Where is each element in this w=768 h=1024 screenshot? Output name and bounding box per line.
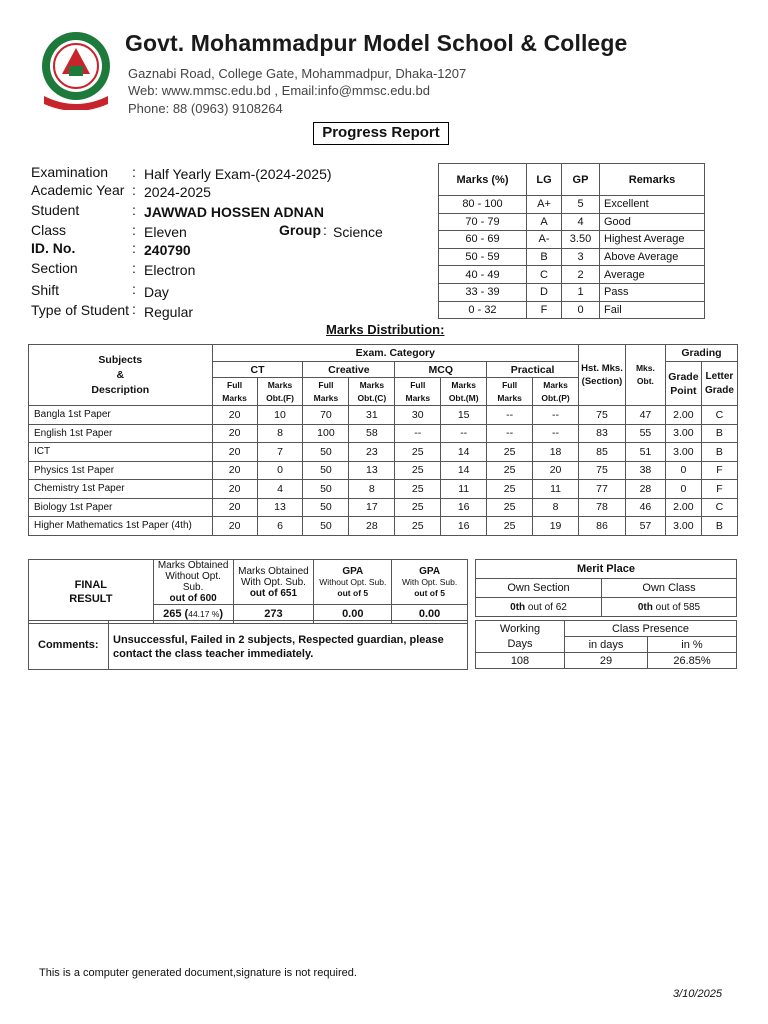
marks-cell: F — [701, 461, 737, 480]
marks-cell: 16 — [441, 498, 487, 517]
final-result-table — [28, 559, 468, 624]
class-presence-title: Class Presence — [565, 621, 737, 637]
merit-class-value — [602, 598, 737, 617]
marks-cell: 86 — [579, 517, 626, 536]
merit-class-label: Own Class — [602, 579, 737, 598]
marks-cell: 14 — [441, 443, 487, 462]
grade-header-remarks: Remarks — [600, 164, 705, 196]
grade-point: 4 — [562, 213, 600, 231]
grade-remark: Highest Average — [600, 231, 705, 249]
header-exam-category: Exam. Category — [212, 345, 578, 362]
school-name: Govt. Mohammadpur Model School & College — [125, 30, 628, 56]
merit-class-pos: 0th — [637, 601, 653, 613]
school-logo-icon — [38, 30, 114, 110]
marks-cell: 13 — [349, 461, 395, 480]
marks-cell: 100 — [303, 424, 349, 443]
marks-row — [29, 461, 738, 480]
header-grade-point — [665, 362, 701, 406]
header-mks-obt — [625, 345, 665, 406]
marks-cell: 25 — [395, 480, 441, 499]
final-header-line: GPA — [342, 565, 364, 577]
comments-label: Comments: — [29, 621, 109, 669]
student-label: Student — [31, 202, 80, 218]
header-gp-line: Grade — [668, 370, 699, 383]
grade-letter: A — [527, 213, 562, 231]
final-header-line: out of 5 — [337, 587, 369, 598]
final-header-line: Marks Obtained — [157, 560, 229, 571]
header-subjects-line: Subjects — [98, 353, 143, 366]
marks-cell: 11 — [441, 480, 487, 499]
marks-cell: 50 — [303, 498, 349, 517]
header-creative: Creative — [303, 362, 395, 378]
class-presence-table — [475, 620, 737, 669]
marks-cell: 75 — [579, 461, 626, 480]
section-label: Section — [31, 260, 78, 276]
header-full-line: Full — [318, 379, 334, 390]
grade-header-gp: GP — [562, 164, 600, 196]
marks-cell: B — [701, 424, 737, 443]
marks-cell: 25 — [395, 517, 441, 536]
marks-cell: 20 — [212, 480, 257, 499]
marks-cell: 17 — [349, 498, 395, 517]
report-title: Progress Report — [313, 122, 449, 145]
header-mcq: MCQ — [395, 362, 487, 378]
school-address: Gaznabi Road, College Gate, Mohammadpur, Dhaka-1207 — [128, 66, 467, 81]
header-hst-line: (Section) — [581, 376, 623, 387]
grade-point: 5 — [562, 196, 600, 214]
header-full-line: Full — [227, 379, 243, 390]
marks-cell: 50 — [303, 517, 349, 536]
footer-note: This is a computer generated document,signature is not required. — [39, 967, 357, 979]
marks-cell: C — [701, 498, 737, 517]
marks-cell: 25 — [487, 480, 533, 499]
comments-text: Unsuccessful, Failed in 2 subjects, Respected guardian, please contact the class teacher immediately. — [113, 634, 444, 660]
marks-cell: 20 — [212, 461, 257, 480]
header-lg-line: Grade — [704, 384, 734, 396]
marks-cell: 51 — [625, 443, 665, 462]
colon: : — [132, 240, 136, 256]
header-full-line: Marks — [497, 392, 522, 403]
header-full-marks — [303, 378, 349, 406]
marks-row — [29, 406, 738, 425]
marks-cell: 78 — [579, 498, 626, 517]
marks-cell: 77 — [579, 480, 626, 499]
marks-cell: 2.00 — [665, 406, 701, 425]
subject-name: Higher Mathematics 1st Paper (4th) — [29, 517, 213, 536]
student-name: JAWWAD HOSSEN ADNAN — [144, 204, 324, 220]
marks-cell: 30 — [395, 406, 441, 425]
grade-scale-row — [439, 196, 705, 214]
colon: : — [132, 281, 136, 297]
grade-point: 3.50 — [562, 231, 600, 249]
marks-cell: 28 — [349, 517, 395, 536]
header-obt-line: Obt.(F) — [266, 392, 294, 403]
header-obt-line: Marks — [267, 379, 293, 390]
final-gpa-wo-value: 0.00 — [314, 605, 392, 624]
header-full-marks — [487, 378, 533, 406]
grade-letter: C — [527, 266, 562, 284]
header-full-line: Full — [502, 379, 518, 390]
marks-cell: F — [701, 480, 737, 499]
marks-cell: 38 — [625, 461, 665, 480]
grade-letter: F — [527, 301, 562, 319]
header-obt-line: Marks — [359, 379, 385, 390]
colon: : — [132, 164, 136, 180]
final-gpa-wo-header — [314, 560, 392, 605]
grade-scale-row — [439, 231, 705, 249]
marks-cell: 0 — [665, 480, 701, 499]
marks-cell: 10 — [257, 406, 303, 425]
subject-name: Bangla 1st Paper — [29, 406, 213, 425]
final-label-line: RESULT — [69, 592, 113, 605]
marks-cell: 23 — [349, 443, 395, 462]
marks-cell: 25 — [487, 498, 533, 517]
final-result-box — [28, 559, 468, 620]
marks-cell: 58 — [349, 424, 395, 443]
grade-point: 2 — [562, 266, 600, 284]
header-full-line: Marks — [313, 392, 339, 403]
class-label: Class — [31, 222, 67, 238]
header-full-marks — [395, 378, 441, 406]
header-obt-line: Marks — [451, 379, 476, 390]
header-practical: Practical — [487, 362, 579, 378]
id-value: 240790 — [144, 242, 191, 258]
marks-cell: -- — [533, 406, 579, 425]
id-label: ID. No. — [31, 240, 76, 256]
examination-label: Examination — [31, 164, 109, 180]
grade-scale-table — [438, 163, 705, 319]
working-days-value: 108 — [476, 653, 565, 669]
marks-cell: 20 — [212, 406, 257, 425]
header-full-line: Full — [410, 379, 426, 390]
header-grading: Grading — [665, 345, 737, 362]
colon: : — [132, 260, 136, 276]
subject-name: ICT — [29, 443, 213, 462]
header-marks-obt — [533, 378, 579, 406]
header-letter-grade — [701, 362, 737, 406]
grade-range: 40 - 49 — [439, 266, 527, 284]
marks-cell: 4 — [257, 480, 303, 499]
header-obt-line: Obt.(C) — [357, 392, 387, 403]
header-obt-line: Obt.(M) — [448, 392, 479, 403]
marks-cell: 13 — [257, 498, 303, 517]
marks-cell: 20 — [212, 517, 257, 536]
grade-letter: A+ — [527, 196, 562, 214]
grade-range: 33 - 39 — [439, 283, 527, 301]
grade-point: 1 — [562, 283, 600, 301]
final-header-line: Marks Obtained — [238, 565, 309, 577]
header-ct: CT — [212, 362, 303, 378]
marks-cell: 25 — [487, 517, 533, 536]
colon: : — [132, 182, 136, 198]
shift-label: Shift — [31, 282, 60, 298]
marks-row — [29, 424, 738, 443]
grade-range: 80 - 100 — [439, 196, 527, 214]
final-label-line: FINAL — [74, 578, 108, 591]
header-marks-obt — [257, 378, 303, 406]
marks-row — [29, 443, 738, 462]
working-days-label — [476, 621, 565, 653]
grade-scale-row — [439, 301, 705, 319]
grade-remark: Excellent — [600, 196, 705, 214]
final-wo-value: 265 (44.17 %) — [153, 605, 233, 624]
marks-row — [29, 480, 738, 499]
header-obt-line: Marks — [543, 379, 568, 390]
subject-name: English 1st Paper — [29, 424, 213, 443]
marks-cell: B — [701, 517, 737, 536]
marks-cell: 25 — [487, 443, 533, 462]
final-wo-percent: 44.17 % — [188, 608, 220, 619]
marks-cell: 15 — [441, 406, 487, 425]
marks-cell: B — [701, 443, 737, 462]
marks-row — [29, 498, 738, 517]
header-subjects-line: & — [116, 368, 125, 381]
working-days-line: Days — [507, 637, 533, 650]
final-header-line: Without Opt. Sub. — [319, 576, 387, 587]
presence-pct-value: 26.85% — [648, 653, 737, 669]
marks-cell: 3.00 — [665, 424, 701, 443]
marks-cell: 31 — [349, 406, 395, 425]
group-value: Science — [333, 224, 383, 240]
type-label: Type of Student — [31, 302, 130, 318]
merit-section-value — [476, 598, 602, 617]
marks-cell: 28 — [625, 480, 665, 499]
marks-cell: 0 — [257, 461, 303, 480]
final-header-line: GPA — [419, 565, 441, 577]
final-result-label — [29, 560, 154, 624]
presence-in-pct-label: in % — [648, 637, 737, 653]
marks-cell: 3.00 — [665, 443, 701, 462]
subject-name: Physics 1st Paper — [29, 461, 213, 480]
marks-distribution-title: Marks Distribution: — [326, 322, 445, 337]
marks-cell: 8 — [533, 498, 579, 517]
grade-letter: D — [527, 283, 562, 301]
group-label: Group — [279, 222, 321, 238]
grade-scale-row — [439, 248, 705, 266]
grade-scale-row — [439, 283, 705, 301]
marks-cell: 47 — [625, 406, 665, 425]
final-wo-header — [153, 560, 233, 605]
final-header-line: out of 600 — [169, 593, 217, 604]
header-hst-mks — [579, 345, 626, 406]
marks-cell: C — [701, 406, 737, 425]
school-phone: Phone: 88 (0963) 9108264 — [128, 101, 283, 116]
marks-cell: 3.00 — [665, 517, 701, 536]
merit-class-total: out of 585 — [655, 601, 701, 613]
final-header-line: Without Opt. Sub. — [165, 571, 221, 593]
header-subjects-line: Description — [91, 383, 150, 396]
working-days-line: Working — [499, 622, 541, 635]
final-header-line: out of 651 — [249, 587, 298, 599]
grade-range: 50 - 59 — [439, 248, 527, 266]
final-header-line: out of 5 — [414, 587, 445, 598]
marks-cell: -- — [441, 424, 487, 443]
marks-cell: 8 — [349, 480, 395, 499]
marks-cell: 75 — [579, 406, 626, 425]
marks-cell: 20 — [212, 443, 257, 462]
days-present-value: 29 — [565, 653, 648, 669]
header-full-marks — [212, 378, 257, 406]
header-lg-line: Letter — [705, 370, 734, 382]
grade-scale-row — [439, 213, 705, 231]
header-full-line: Marks — [222, 392, 247, 403]
marks-row — [29, 517, 738, 536]
marks-cell: 20 — [212, 498, 257, 517]
colon: : — [132, 301, 136, 317]
marks-cell: 2.00 — [665, 498, 701, 517]
grade-range: 70 - 79 — [439, 213, 527, 231]
section-value: Electron — [144, 262, 196, 278]
marks-cell: 70 — [303, 406, 349, 425]
marks-cell: 20 — [212, 424, 257, 443]
grade-remark: Average — [600, 266, 705, 284]
grade-range: 60 - 69 — [439, 231, 527, 249]
marks-cell: 85 — [579, 443, 626, 462]
colon: : — [132, 222, 136, 238]
grade-scale-row — [439, 266, 705, 284]
presence-in-days-label: in days — [565, 637, 648, 653]
footer-date: 3/10/2025 — [673, 988, 722, 1000]
marks-cell: 25 — [487, 461, 533, 480]
marks-table — [28, 344, 738, 536]
grade-point: 0 — [562, 301, 600, 319]
type-value: Regular — [144, 304, 194, 320]
header-obt-line: Obt.(P) — [541, 392, 570, 403]
grade-remark: Above Average — [600, 248, 705, 266]
header-hst-line: Hst. Mks. — [581, 363, 623, 374]
marks-cell: 25 — [395, 461, 441, 480]
marks-cell: 19 — [533, 517, 579, 536]
grade-letter: A- — [527, 231, 562, 249]
header-marks-obt — [349, 378, 395, 406]
marks-cell: 6 — [257, 517, 303, 536]
grade-letter: B — [527, 248, 562, 266]
final-wo-marks: 265 — [163, 607, 182, 620]
grade-range: 0 - 32 — [439, 301, 527, 319]
marks-cell: 8 — [257, 424, 303, 443]
final-gpa-w-value: 0.00 — [392, 605, 468, 624]
shift-value: Day — [144, 284, 169, 300]
header-gp-line: Point — [670, 384, 697, 397]
merit-section-label: Own Section — [476, 579, 602, 598]
colon: : — [132, 202, 136, 218]
merit-title: Merit Place — [476, 560, 737, 579]
marks-cell: -- — [487, 406, 533, 425]
grade-header-marks: Marks (%) — [439, 164, 527, 196]
subject-name: Chemistry 1st Paper — [29, 480, 213, 499]
marks-cell: 57 — [625, 517, 665, 536]
header-subjects — [29, 345, 213, 406]
merit-section-total: out of 62 — [527, 601, 567, 613]
marks-cell: -- — [533, 424, 579, 443]
grade-remark: Pass — [600, 283, 705, 301]
final-w-header — [233, 560, 314, 605]
class-value: Eleven — [144, 224, 187, 240]
header-mks-line: Mks. — [635, 363, 655, 373]
grade-remark: Fail — [600, 301, 705, 319]
examination-value: Half Yearly Exam-(2024-2025) — [144, 166, 332, 182]
marks-cell: 50 — [303, 461, 349, 480]
marks-cell: 50 — [303, 480, 349, 499]
marks-cell: 18 — [533, 443, 579, 462]
marks-cell: 46 — [625, 498, 665, 517]
grade-remark: Good — [600, 213, 705, 231]
marks-cell: 14 — [441, 461, 487, 480]
marks-cell: 16 — [441, 517, 487, 536]
marks-cell: 25 — [395, 498, 441, 517]
merit-section-pos: 0th — [510, 601, 526, 613]
final-w-value: 273 — [233, 605, 314, 624]
header-marks-obt — [441, 378, 487, 406]
merit-place-table — [475, 559, 737, 617]
final-gpa-w-header — [392, 560, 468, 605]
header-full-line: Marks — [405, 392, 431, 403]
final-header-line: With Opt. Sub. — [240, 576, 306, 588]
final-header-line: With Opt. Sub. — [401, 576, 458, 587]
marks-cell: 25 — [395, 443, 441, 462]
school-web-email: Web: www.mmsc.edu.bd , Email:info@mmsc.edu.bd — [128, 83, 430, 98]
colon: : — [323, 222, 327, 238]
year-value: 2024-2025 — [144, 184, 211, 200]
marks-cell: 7 — [257, 443, 303, 462]
marks-cell: 55 — [625, 424, 665, 443]
marks-cell: 50 — [303, 443, 349, 462]
marks-cell: 83 — [579, 424, 626, 443]
header-mks-line: Obt. — [636, 376, 654, 386]
grade-header-lg: LG — [527, 164, 562, 196]
marks-cell: 11 — [533, 480, 579, 499]
year-label: Academic Year — [31, 182, 125, 198]
marks-cell: -- — [395, 424, 441, 443]
grade-point: 3 — [562, 248, 600, 266]
comments-box — [28, 620, 468, 670]
subject-name: Biology 1st Paper — [29, 498, 213, 517]
marks-cell: 0 — [665, 461, 701, 480]
marks-cell: -- — [487, 424, 533, 443]
marks-cell: 20 — [533, 461, 579, 480]
